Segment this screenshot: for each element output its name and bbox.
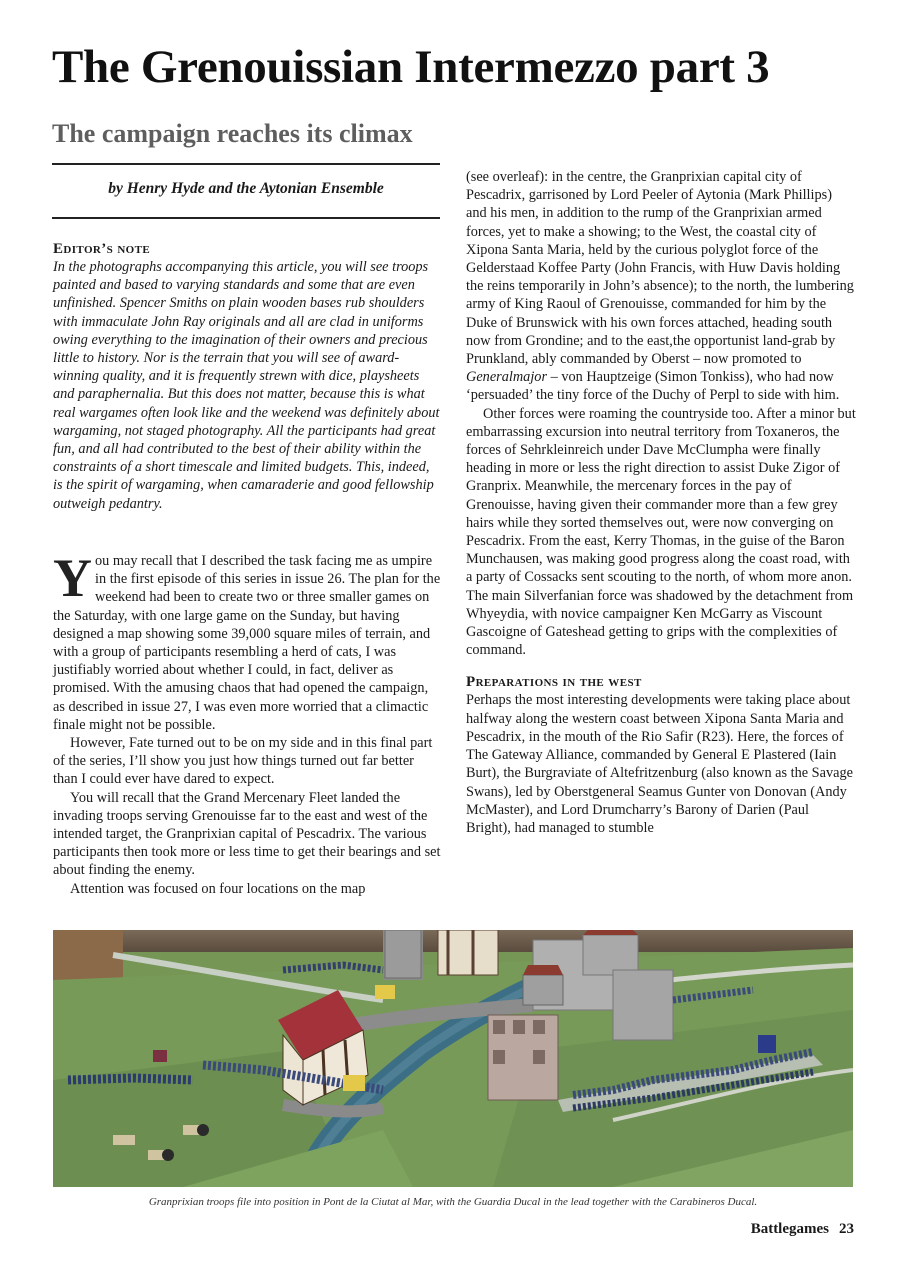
article-subtitle: The campaign reaches its climax: [52, 119, 413, 148]
drop-cap: Y: [53, 548, 92, 608]
magazine-name: Battlegames: [750, 1221, 829, 1237]
paragraph-1-text: ou may recall that I described the task facing me as umpire in the first episode of this series in issue 26. The plan for the weekend had been to create two or three smaller games on the Saturday, with one large game on the Sunday, but having designed a map showing some 39,000 square miles of terrain, and with a group of participants resembling a herd of cats, I was justifiably worried about whether I could, in fact, deliver as promised. With the amusing chaos that had opened the campaign, as described in issue 27, I was even more worried that a climactic finale might not be possible.: [53, 553, 441, 733]
paragraph-5: [466, 168, 856, 405]
photo-caption: Granprixian troops file into position in Pont de la Ciutat al Mar, with the Guardia Ducal in the lead together with the Carabineros Ducal.: [148, 1196, 758, 1208]
paragraph-3: You will recall that the Grand Mercenary Fleet landed the invading troops serving Grenouisse far to the east and west of the intended target, the Granprixian capital of Pescadrix. The various participants then took more or less time to get their bearings and set about finding the enemy.: [53, 789, 441, 879]
right-column: [466, 168, 856, 837]
paragraph-1: [53, 548, 441, 734]
section-heading-preparations: Preparations in the west: [466, 674, 642, 691]
paragraph-5-emphasis: Generalmajor: [466, 369, 548, 386]
paragraph-7: Perhaps the most interesting developments were taking place about halfway along the western coast between Xipona Santa Maria and Pescadrix, in the mouth of the Rio Safir (R23). Here, the forces of The Gateway Alliance, commanded by General E Plastered (Iain Burt), the Burgraviate of Altefritzenburg (also known as the Savage Swans), led by Oberstgeneral Seamus Gunter von Donovan (Andy McMaster), and Lord Drumcharry’s Barony of Darien (Paul Bright), had managed to stumble: [466, 692, 853, 836]
editors-note: [53, 240, 441, 513]
wargame-table-photo: [53, 930, 853, 1187]
editors-note-body: In the photographs accompanying this article, you will see troops painted and based to varying standards and some that are even unfinished. Spencer Smiths on plain wooden bases rub shoulders with immaculate John Ray originals and all are clad in uniforms owing everything to the imagination of their owners and precious little to history. Nor is the terrain that you will see of award-winning quality, and it is frequently strewn with dice, playsheets and paraphernalia. But this does not matter, because this is what real wargames often look like and the weekend was definitely about wargaming, not staged photography. All the participants had great fun, and all had contributed to the best of their ability within the constraints of a short timescale and limited budgets. This, indeed, is the spirit of wargaming, when camaraderie and good fellowship outweigh pedantry.: [53, 259, 440, 512]
paragraph-2: However, Fate turned out to be on my side and in this final part of the series, I’ll show you just how things turned out far better than I could ever have dared to expect.: [53, 735, 433, 788]
paragraph-5-text-b: – von Hauptzeige (Simon Tonkiss), who had now ‘persuaded’ the tiny force of the Duchy of Perpl to side with him.: [466, 369, 840, 404]
divider-bottom: [52, 217, 440, 219]
page-number: 23: [839, 1221, 854, 1237]
page-footer: [751, 1221, 854, 1238]
article-title: The Grenouissian Intermezzo part 3: [52, 41, 770, 93]
editors-note-heading: Editor’s note: [53, 241, 151, 257]
byline: by Henry Hyde and the Aytonian Ensemble: [108, 180, 384, 197]
left-column: [53, 548, 441, 898]
paragraph-4: Attention was focused on four locations on the map: [70, 880, 366, 897]
paragraph-6: Other forces were roaming the countryside too. After a minor but embarrassing excursion into neutral territory from Toxaneros, the forces of Sehrkleinreich under Dave McClumpha were finally heading in more or less the right direction to assist Duke Zigor of Granprix. Meanwhile, the mercenary forces in the pay of Grenouisse, having given their commander more than a few grey hairs while they sorted themselves out, were now converging on Pescadrix. From the east, Kerry Thomas, in the guise of the Baron Munchausen, was making good progress along the coast road, with a party of Cossacks sent scouting to the north, of whom more anon. The main Silverfanian force was shadowed by the detachment from Whyeydia, with novice campaigner Ken McGarry as Viscount Gascoigne of Gateshead getting to grips with the complexities of command.: [466, 405, 856, 659]
divider-top: [52, 163, 440, 165]
wargame-table-illustration: [53, 930, 853, 1187]
paragraph-5-text-a: (see overleaf): in the centre, the Granprixian capital city of Pescadrix, garrisoned by Lord Peeler of Aytonia (Mark Phillips) and his men, in addition to the rump of the Granprixian armed forces, yet to make a showing; to the West, the coastal city of Xipona Santa Maria, held by the curious polyglot force of the Gelderstaad Koffee Party (John Francis, with Huw Davis holding the reins temporarily in John’s absence); to the north, the lumbering army of King Raoul of Grenouisse, commanded for him by the Duke of Brunswick with his own forces attached, heading south now from Grondine; and to the east,the opportunist land-grab by Prunkland, ably commanded by Oberst – now promoted to: [466, 169, 854, 368]
